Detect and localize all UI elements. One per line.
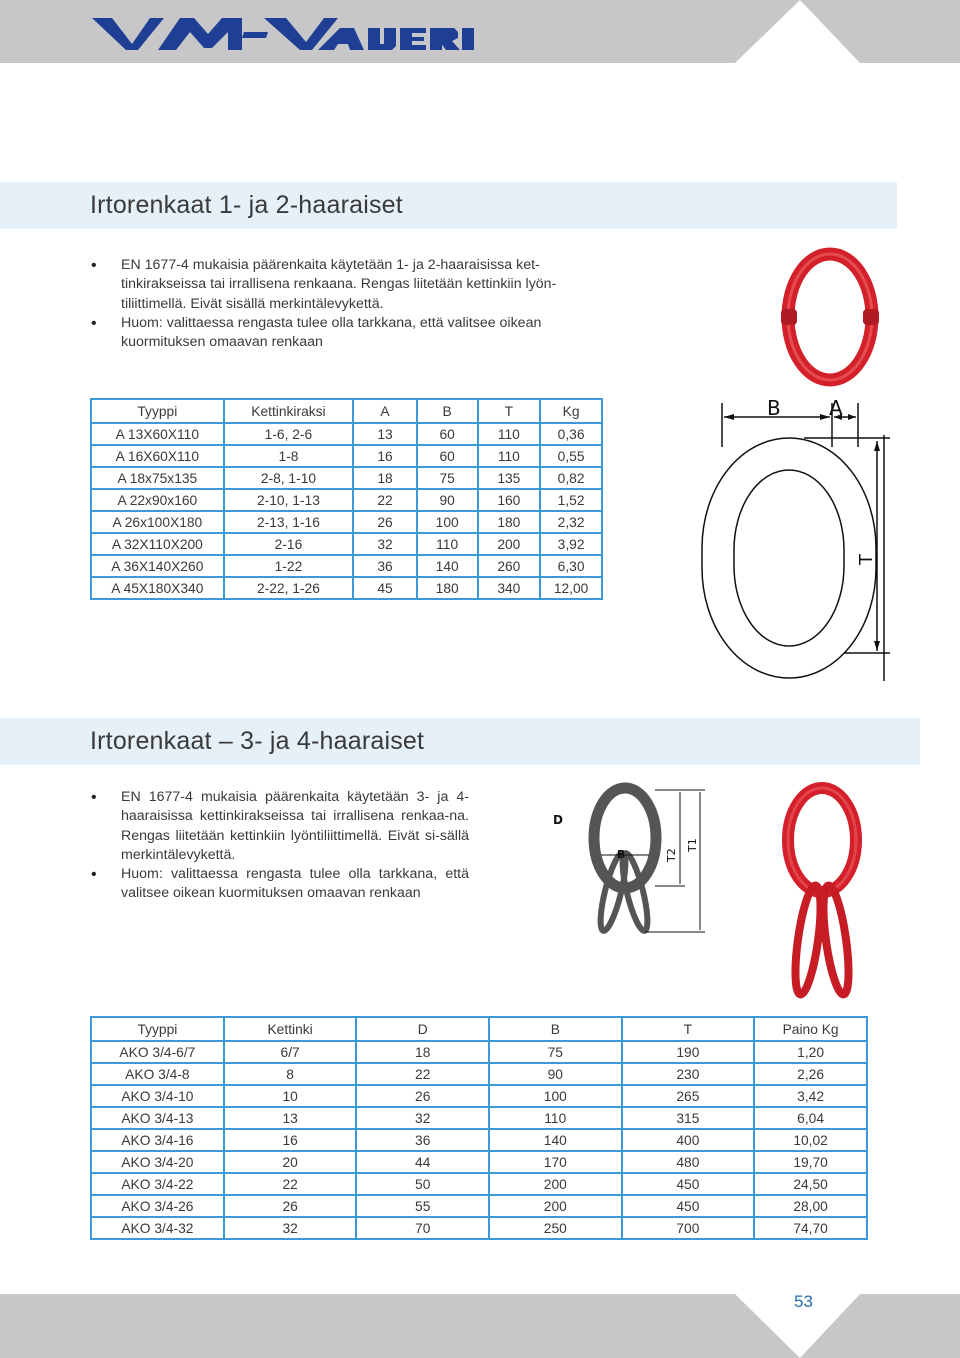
table-cell: 1,20 <box>754 1041 867 1063</box>
table-cell: 70 <box>356 1217 489 1239</box>
column-header: T <box>622 1017 755 1041</box>
table-cell: 24,50 <box>754 1173 867 1195</box>
table-cell: 75 <box>489 1041 622 1063</box>
dimension-label-b: B <box>767 396 781 420</box>
column-header: Tyyppi <box>91 1017 224 1041</box>
table-cell: 700 <box>622 1217 755 1239</box>
table-cell: 26 <box>224 1195 357 1217</box>
table-cell: 18 <box>353 467 417 489</box>
table-cell: 140 <box>417 555 478 577</box>
table-cell: 32 <box>356 1107 489 1129</box>
section2-bullet: • EN 1677-4 mukaisia päärenkaita käytetään 3- ja 4-haaraisissa kettinkirakseissa tai irrallisena renkaa-na. Rengas liitetään kettinkiin lyöntiliittimellä. Eivät si-sällä merkintälevykettä. <box>91 788 469 865</box>
table-cell: 8 <box>224 1063 357 1085</box>
table-cell: 1-8 <box>224 445 354 467</box>
table-row <box>91 1173 867 1195</box>
column-header: B <box>489 1017 622 1041</box>
table-cell: 200 <box>489 1195 622 1217</box>
table-cell: 55 <box>356 1195 489 1217</box>
section2-title-bar <box>0 718 920 765</box>
table-cell: 32 <box>224 1217 357 1239</box>
table-row <box>91 533 602 555</box>
table-cell: 260 <box>478 555 541 577</box>
table-cell: 1,52 <box>540 489 602 511</box>
table-cell: A 45X180X340 <box>91 577 224 599</box>
table-cell: 50 <box>356 1173 489 1195</box>
table-cell: 190 <box>622 1041 755 1063</box>
table-cell: AKO 3/4-13 <box>91 1107 224 1129</box>
table-cell: 135 <box>478 467 541 489</box>
table-cell: 90 <box>489 1063 622 1085</box>
table-cell: 110 <box>489 1107 622 1129</box>
table-row <box>91 1041 867 1063</box>
master-link-photo <box>772 780 872 1002</box>
table-cell: 3,42 <box>754 1085 867 1107</box>
table-cell: 250 <box>489 1217 622 1239</box>
table-cell: 2,26 <box>754 1063 867 1085</box>
table-cell: 450 <box>622 1173 755 1195</box>
table-cell: 2-8, 1-10 <box>224 467 354 489</box>
table-cell: 16 <box>224 1129 357 1151</box>
table-cell: 6/7 <box>224 1041 357 1063</box>
table-cell: 100 <box>489 1085 622 1107</box>
ring-photo-single <box>775 245 885 390</box>
section1-bullet: • EN 1677-4 mukaisia päärenkaita käytetään 1- ja 2-haaraisissa ket- tinkirakseissa tai irrallisena renkaana. Rengas liitetään kettinkiin lyön- tiliittimellä. Eivät sisällä merkintälevykettä. <box>91 256 581 314</box>
table-cell: 18 <box>356 1041 489 1063</box>
table-cell: 36 <box>353 555 417 577</box>
table-cell: 45 <box>353 577 417 599</box>
table-row <box>91 1063 867 1085</box>
table-cell: 200 <box>478 533 541 555</box>
table-cell: 0,36 <box>540 423 602 445</box>
table-cell: A 26x100X180 <box>91 511 224 533</box>
dimension-label-t2: T2 <box>665 848 678 862</box>
table-cell: AKO 3/4-22 <box>91 1173 224 1195</box>
section2-bullet: • Huom: valittaessa rengasta tulee olla tarkkana, että valitsee oikean kuormituksen omaavan renkaan <box>91 865 469 904</box>
table-cell: 170 <box>489 1151 622 1173</box>
table-row <box>91 1151 867 1173</box>
section1-title: Irtorenkaat 1- ja 2-haaraiset <box>90 191 403 219</box>
table-cell: 22 <box>224 1173 357 1195</box>
section2-bullets <box>91 788 469 904</box>
table-cell: 140 <box>489 1129 622 1151</box>
table-row <box>91 445 602 467</box>
table-cell: 2-10, 1-13 <box>224 489 354 511</box>
master-link-dimension-drawing <box>545 780 715 940</box>
table-cell: 160 <box>478 489 541 511</box>
table-cell: 480 <box>622 1151 755 1173</box>
table-cell: 16 <box>353 445 417 467</box>
table-cell: 36 <box>356 1129 489 1151</box>
table-cell: 200 <box>489 1173 622 1195</box>
column-header: D <box>356 1017 489 1041</box>
table-cell: 44 <box>356 1151 489 1173</box>
table-row <box>91 1085 867 1107</box>
section1-table <box>90 398 603 600</box>
table-cell: 265 <box>622 1085 755 1107</box>
table-cell: 12,00 <box>540 577 602 599</box>
table-cell: A 36X140X260 <box>91 555 224 577</box>
table-cell: 2,32 <box>540 511 602 533</box>
table-cell: A 22x90x160 <box>91 489 224 511</box>
column-header: Tyyppi <box>91 399 224 423</box>
table-cell: 28,00 <box>754 1195 867 1217</box>
section1-bullets <box>91 256 581 352</box>
table-cell: 13 <box>353 423 417 445</box>
footer-notch <box>0 1294 960 1358</box>
table-cell: 110 <box>478 445 541 467</box>
table-cell: A 13X60X110 <box>91 423 224 445</box>
table-cell: AKO 3/4-32 <box>91 1217 224 1239</box>
section2-title: Irtorenkaat – 3- ja 4-haaraiset <box>90 727 425 755</box>
table-cell: 450 <box>622 1195 755 1217</box>
table-cell: AKO 3/4-8 <box>91 1063 224 1085</box>
table-row <box>91 577 602 599</box>
table-cell: AKO 3/4-10 <box>91 1085 224 1107</box>
table-cell: 230 <box>622 1063 755 1085</box>
table-cell: 0,55 <box>540 445 602 467</box>
table-cell: 26 <box>353 511 417 533</box>
table-cell: 110 <box>417 533 478 555</box>
table-cell: 22 <box>356 1063 489 1085</box>
table-cell: 340 <box>478 577 541 599</box>
table-cell: 180 <box>478 511 541 533</box>
table-cell: 6,30 <box>540 555 602 577</box>
table-cell: AKO 3/4-16 <box>91 1129 224 1151</box>
table-cell: 400 <box>622 1129 755 1151</box>
table-cell: 60 <box>417 445 478 467</box>
table-header-row <box>91 399 602 423</box>
table-row <box>91 423 602 445</box>
brand-logo <box>92 14 474 54</box>
dimension-label-b: B <box>617 848 626 861</box>
table-cell: 110 <box>478 423 541 445</box>
table-cell: AKO 3/4-20 <box>91 1151 224 1173</box>
table-cell: 32 <box>353 533 417 555</box>
table-cell: A 16X60X110 <box>91 445 224 467</box>
dimension-label-t: T <box>856 554 877 565</box>
table-cell: 180 <box>417 577 478 599</box>
table-cell: 2-22, 1-26 <box>224 577 354 599</box>
table-cell: 1-6, 2-6 <box>224 423 354 445</box>
table-cell: 2-13, 1-16 <box>224 511 354 533</box>
table-cell: 26 <box>356 1085 489 1107</box>
table-cell: 0,82 <box>540 467 602 489</box>
table-header-row <box>91 1017 867 1041</box>
table-row <box>91 1217 867 1239</box>
column-header: Paino Kg <box>754 1017 867 1041</box>
table-cell: 2-16 <box>224 533 354 555</box>
table-cell: 60 <box>417 423 478 445</box>
dimension-label-d: D <box>553 813 563 827</box>
table-cell: 6,04 <box>754 1107 867 1129</box>
table-cell: AKO 3/4-6/7 <box>91 1041 224 1063</box>
table-cell: 19,70 <box>754 1151 867 1173</box>
ring-dimension-drawing <box>694 395 894 685</box>
table-row <box>91 467 602 489</box>
dimension-label-t1: T1 <box>686 838 699 852</box>
section2-table <box>90 1016 868 1240</box>
table-cell: 3,92 <box>540 533 602 555</box>
table-cell: 10 <box>224 1085 357 1107</box>
table-row <box>91 555 602 577</box>
section1-bullet: • Huom: valittaessa rengasta tulee olla tarkkana, että valitsee oikean kuormituksen omaavan renkaan <box>91 314 581 353</box>
section1-title-bar <box>0 182 897 229</box>
table-cell: 315 <box>622 1107 755 1129</box>
table-cell: 1-22 <box>224 555 354 577</box>
table-cell: 75 <box>417 467 478 489</box>
dimension-label-a: A <box>829 396 843 420</box>
column-header: Kettinkiraksi <box>224 399 354 423</box>
table-row <box>91 1107 867 1129</box>
page-number: 53 <box>794 1292 813 1311</box>
table-row <box>91 511 602 533</box>
table-row <box>91 1195 867 1217</box>
table-cell: 20 <box>224 1151 357 1173</box>
table-cell: A 32X110X200 <box>91 533 224 555</box>
table-row <box>91 1129 867 1151</box>
column-header: B <box>417 399 478 423</box>
column-header: T <box>478 399 541 423</box>
table-cell: 22 <box>353 489 417 511</box>
table-cell: 10,02 <box>754 1129 867 1151</box>
table-cell: 90 <box>417 489 478 511</box>
table-cell: AKO 3/4-26 <box>91 1195 224 1217</box>
column-header: Kg <box>540 399 602 423</box>
table-cell: 100 <box>417 511 478 533</box>
table-cell: A 18x75x135 <box>91 467 224 489</box>
table-row <box>91 489 602 511</box>
table-cell: 74,70 <box>754 1217 867 1239</box>
column-header: Kettinki <box>224 1017 357 1041</box>
column-header: A <box>353 399 417 423</box>
table-cell: 13 <box>224 1107 357 1129</box>
